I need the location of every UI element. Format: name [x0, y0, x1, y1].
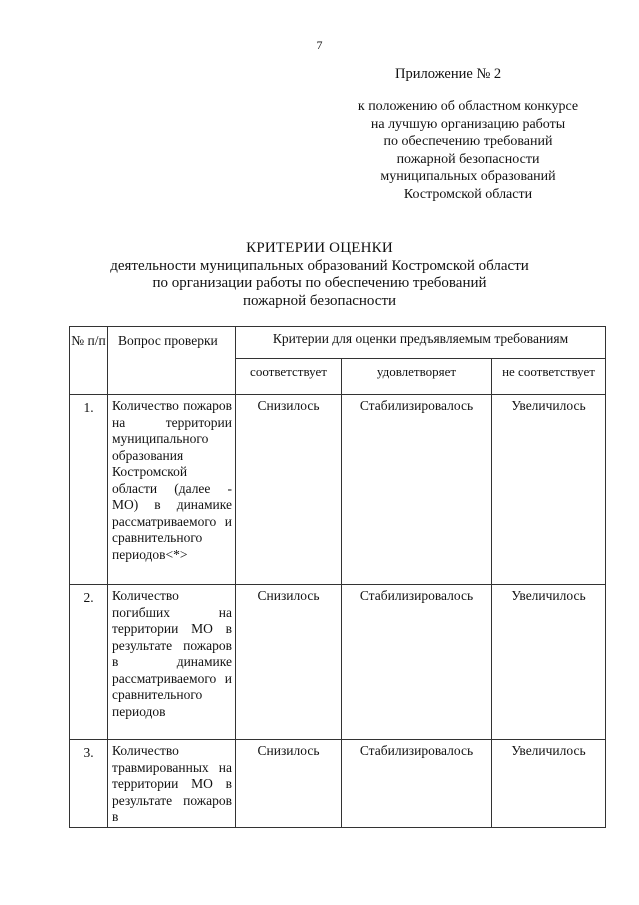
appendix-line: по обеспечению требований — [383, 134, 553, 149]
row-question: Количество пожаров на территории муниципального образования Костромской области (далее - МО) в динамике рассматриваемого и сравнительного периодов<*> — [108, 395, 236, 585]
appendix-title: Приложение № 2 — [395, 66, 502, 82]
appendix-line: к положению об областном конкурсе — [357, 99, 579, 114]
heading-line: по организации работы по обеспечению требований — [152, 275, 487, 291]
row-value-satisfies: Стабилизировалось — [342, 395, 492, 585]
row-value-not-complies: Увеличилось — [492, 740, 606, 828]
criteria-table — [69, 326, 606, 828]
row-value-complies: Снизилось — [236, 395, 342, 585]
row-value-satisfies: Стабилизировалось — [342, 740, 492, 828]
row-number: 3. — [70, 740, 108, 828]
row-value-not-complies: Увеличилось — [492, 585, 606, 740]
heading-line: деятельности муниципальных образований Костромской области — [110, 257, 529, 274]
header-question: Вопрос проверки — [108, 327, 236, 395]
header-complies: соответствует — [236, 359, 342, 395]
row-number: 2. — [70, 585, 108, 740]
row-value-not-complies: Увеличилось — [492, 395, 606, 585]
appendix-line: на лучшую организацию работы — [370, 116, 566, 132]
header-criteria: Критерии для оценки предъявляемым требованиям — [236, 327, 606, 359]
appendix-line: Костромской области — [403, 186, 533, 202]
page-number: 7 — [316, 38, 323, 52]
appendix-line: муниципальных образований — [380, 169, 556, 184]
criteria-table-wrapper — [69, 326, 605, 828]
appendix-reference — [318, 98, 618, 203]
heading-title: КРИТЕРИИ ОЦЕНКИ — [246, 240, 393, 256]
table-row — [70, 585, 606, 740]
appendix-line: пожарной безопасности — [396, 151, 540, 167]
document-heading — [0, 240, 639, 310]
header-satisfies: удовлетворяет — [342, 359, 492, 395]
row-question: Количество травмированных на территории МО в результате пожаров в — [108, 740, 236, 828]
table-row — [70, 395, 606, 585]
header-number: № п/п — [70, 327, 108, 395]
header-not-complies: не соответствует — [492, 359, 606, 395]
row-question: Количество погибших на территории МО в результате пожаров в динамике рассматриваемого и сравнительного периодов — [108, 585, 236, 740]
heading-line: пожарной безопасности — [242, 292, 397, 309]
row-number: 1. — [70, 395, 108, 585]
table-row — [70, 740, 606, 828]
row-value-satisfies: Стабилизировалось — [342, 585, 492, 740]
row-value-complies: Снизилось — [236, 585, 342, 740]
row-value-complies: Снизилось — [236, 740, 342, 828]
